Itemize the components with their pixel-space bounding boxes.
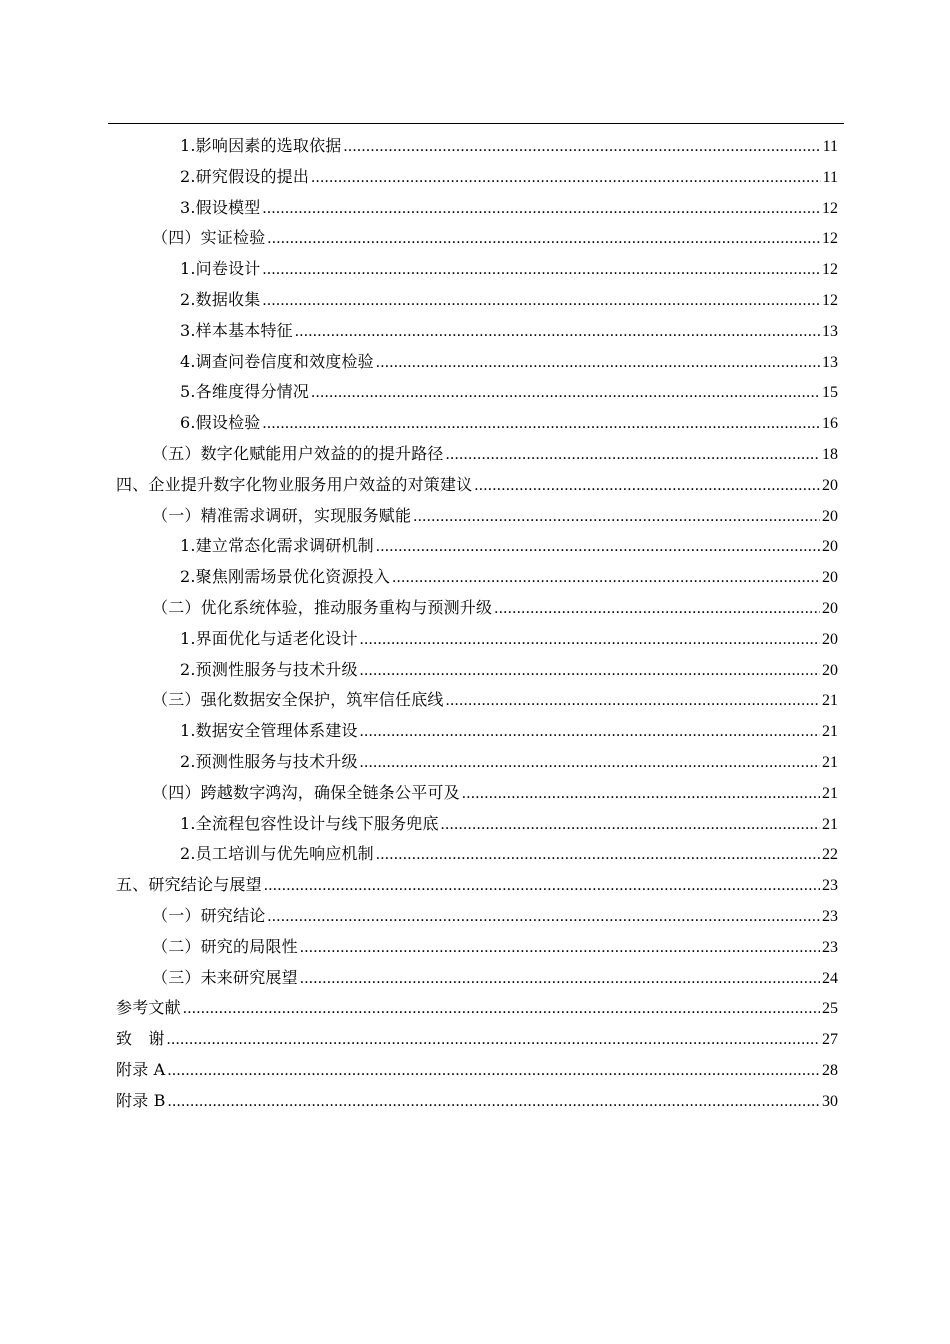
toc-entry-page-number: 21 (822, 723, 838, 741)
toc-entry-page-number: 23 (822, 907, 838, 925)
toc-entry[interactable] (116, 531, 838, 562)
toc-entry-page-number: 13 (822, 322, 838, 340)
toc-entry-title: 致 谢 (116, 1029, 165, 1049)
toc-entry-title: 2.聚焦刚需场景优化资源投入 (180, 567, 391, 587)
toc-entry-title: 1.数据安全管理体系建设 (180, 721, 358, 741)
toc-entry-page-number: 11 (822, 138, 838, 155)
toc-entry-page-number: 20 (822, 507, 838, 525)
toc-entry[interactable] (116, 162, 838, 193)
toc-entry-page-number: 27 (822, 1031, 838, 1049)
toc-entry-title: 2.研究假设的提出 (180, 166, 310, 186)
toc-entry-page-number: 15 (822, 384, 838, 402)
toc-dot-leader (376, 532, 820, 563)
table-of-contents (116, 131, 838, 1117)
toc-entry-title: 1.全流程包容性设计与线下服务兜底 (180, 813, 439, 833)
toc-entry-page-number: 21 (822, 815, 838, 833)
toc-entry-title: 参考文献 (116, 998, 181, 1018)
toc-dot-leader (267, 224, 820, 255)
toc-entry[interactable] (116, 1086, 838, 1117)
toc-dot-leader (462, 779, 820, 810)
toc-entry[interactable] (116, 870, 838, 901)
toc-entry-page-number: 25 (822, 1000, 838, 1018)
toc-entry[interactable] (116, 562, 838, 593)
toc-entry-title: （一）研究结论 (152, 905, 266, 925)
toc-dot-leader (295, 317, 820, 348)
toc-dot-leader (441, 810, 820, 841)
toc-dot-leader (376, 840, 820, 871)
toc-entry-title: （二）研究的局限性 (152, 936, 298, 956)
toc-entry[interactable] (116, 316, 838, 347)
toc-entry[interactable] (116, 470, 838, 501)
toc-entry-title: 1.影响因素的选取依据 (180, 136, 342, 155)
toc-entry[interactable] (116, 839, 838, 870)
toc-entry-page-number: 13 (822, 353, 838, 371)
toc-dot-leader (413, 502, 820, 533)
toc-entry[interactable] (116, 901, 838, 932)
toc-entry-title: （二）优化系统体验，推动服务重构与预测升级 (152, 597, 493, 617)
toc-dot-leader (446, 686, 820, 717)
toc-entry[interactable] (116, 778, 838, 809)
toc-entry-page-number: 12 (822, 291, 838, 309)
toc-dot-leader (262, 286, 820, 317)
toc-dot-leader (262, 255, 820, 286)
toc-entry-title: 2.预测性服务与技术升级 (180, 751, 358, 771)
toc-entry-page-number: 24 (822, 969, 838, 987)
toc-entry-title: 1.建立常态化需求调研机制 (180, 536, 374, 556)
toc-entry-title: 2.数据收集 (180, 289, 261, 309)
toc-entry-page-number: 20 (822, 538, 838, 556)
toc-entry[interactable] (116, 932, 838, 963)
header-rule (108, 123, 844, 124)
toc-dot-leader (343, 132, 820, 163)
toc-entry[interactable] (116, 223, 838, 254)
toc-entry-title: （三）未来研究展望 (152, 967, 298, 987)
toc-entry[interactable] (116, 655, 838, 686)
toc-entry-title: （四）实证检验 (152, 228, 266, 248)
toc-dot-leader (267, 902, 820, 933)
toc-entry-page-number: 16 (822, 415, 838, 433)
toc-entry-page-number: 21 (822, 753, 838, 771)
toc-entry-page-number: 12 (822, 230, 838, 248)
toc-entry[interactable] (116, 1024, 838, 1055)
toc-dot-leader (167, 1056, 820, 1087)
toc-dot-leader (183, 994, 820, 1025)
toc-entry-page-number: 20 (822, 599, 838, 617)
toc-entry-title: 附录 B (116, 1090, 166, 1110)
toc-entry[interactable] (116, 193, 838, 224)
toc-entry[interactable] (116, 593, 838, 624)
toc-entry-title: 五、研究结论与展望 (116, 875, 262, 895)
toc-entry[interactable] (116, 1055, 838, 1086)
toc-entry-page-number: 23 (822, 938, 838, 956)
toc-dot-leader (168, 1087, 820, 1118)
toc-entry-title: 3.样本基本特征 (180, 320, 293, 340)
toc-dot-leader (494, 594, 820, 625)
toc-entry-title: 2.员工培训与优先响应机制 (180, 844, 374, 864)
toc-entry-title: 6.假设检验 (180, 413, 261, 433)
toc-entry[interactable] (116, 254, 838, 285)
toc-dot-leader (360, 717, 820, 748)
toc-entry-title: 2.预测性服务与技术升级 (180, 659, 358, 679)
toc-entry[interactable] (116, 716, 838, 747)
toc-entry[interactable] (116, 439, 838, 470)
toc-dot-leader (446, 440, 820, 471)
toc-entry[interactable] (116, 408, 838, 439)
toc-entry-title: （四）跨越数字鸿沟，确保全链条公平可及 (152, 782, 460, 802)
toc-dot-leader (262, 409, 820, 440)
toc-dot-leader (360, 625, 820, 656)
toc-entry-title: （一）精准需求调研，实现服务赋能 (152, 505, 412, 525)
toc-entry[interactable] (116, 377, 838, 408)
toc-entry-title: 4.调查问卷信度和效度检验 (180, 351, 374, 371)
toc-entry-page-number: 20 (822, 476, 838, 494)
toc-entry[interactable] (116, 285, 838, 316)
toc-entry[interactable] (116, 993, 838, 1024)
toc-dot-leader (300, 933, 820, 964)
toc-entry[interactable] (116, 809, 838, 840)
toc-dot-leader (474, 471, 820, 502)
toc-entry[interactable] (116, 131, 838, 162)
toc-entry-page-number: 21 (822, 692, 838, 710)
toc-entry-page-number: 12 (822, 199, 838, 217)
toc-dot-leader (360, 748, 820, 779)
toc-entry[interactable] (116, 685, 838, 716)
toc-dot-leader (376, 348, 820, 379)
toc-entry-title: （五）数字化赋能用户效益的的提升路径 (152, 443, 444, 463)
toc-entry-page-number: 23 (822, 877, 838, 895)
toc-dot-leader (311, 378, 820, 409)
toc-dot-leader (360, 656, 820, 687)
toc-entry-page-number: 11 (822, 168, 838, 186)
toc-entry-title: （三）强化数据安全保护，筑牢信任底线 (152, 690, 444, 710)
toc-entry-page-number: 30 (822, 1092, 838, 1110)
toc-dot-leader (392, 563, 820, 594)
toc-entry-title: 1.问卷设计 (180, 259, 261, 279)
toc-entry-page-number: 21 (822, 784, 838, 802)
toc-entry-page-number: 20 (822, 661, 838, 679)
toc-entry-page-number: 18 (822, 445, 838, 463)
toc-entry-page-number: 20 (822, 630, 838, 648)
toc-entry[interactable] (116, 747, 838, 778)
toc-entry-title: 3.假设模型 (180, 197, 261, 217)
toc-entry[interactable] (116, 347, 838, 378)
toc-entry-page-number: 12 (822, 261, 838, 279)
toc-entry-title: 附录 A (116, 1059, 166, 1079)
toc-entry[interactable] (116, 501, 838, 532)
toc-dot-leader (300, 964, 820, 995)
toc-entry[interactable] (116, 963, 838, 994)
toc-entry-page-number: 22 (822, 846, 838, 864)
toc-dot-leader (262, 194, 820, 225)
toc-entry-title: 1.界面优化与适老化设计 (180, 628, 358, 648)
toc-dot-leader (311, 163, 821, 194)
toc-entry-title: 5.各维度得分情况 (180, 382, 310, 402)
toc-entry-page-number: 20 (822, 569, 838, 587)
toc-entry[interactable] (116, 624, 838, 655)
toc-dot-leader (264, 871, 820, 902)
toc-entry-page-number: 28 (822, 1061, 838, 1079)
toc-dot-leader (167, 1025, 820, 1056)
toc-entry-title: 四、企业提升数字化物业服务用户效益的对策建议 (116, 474, 473, 494)
